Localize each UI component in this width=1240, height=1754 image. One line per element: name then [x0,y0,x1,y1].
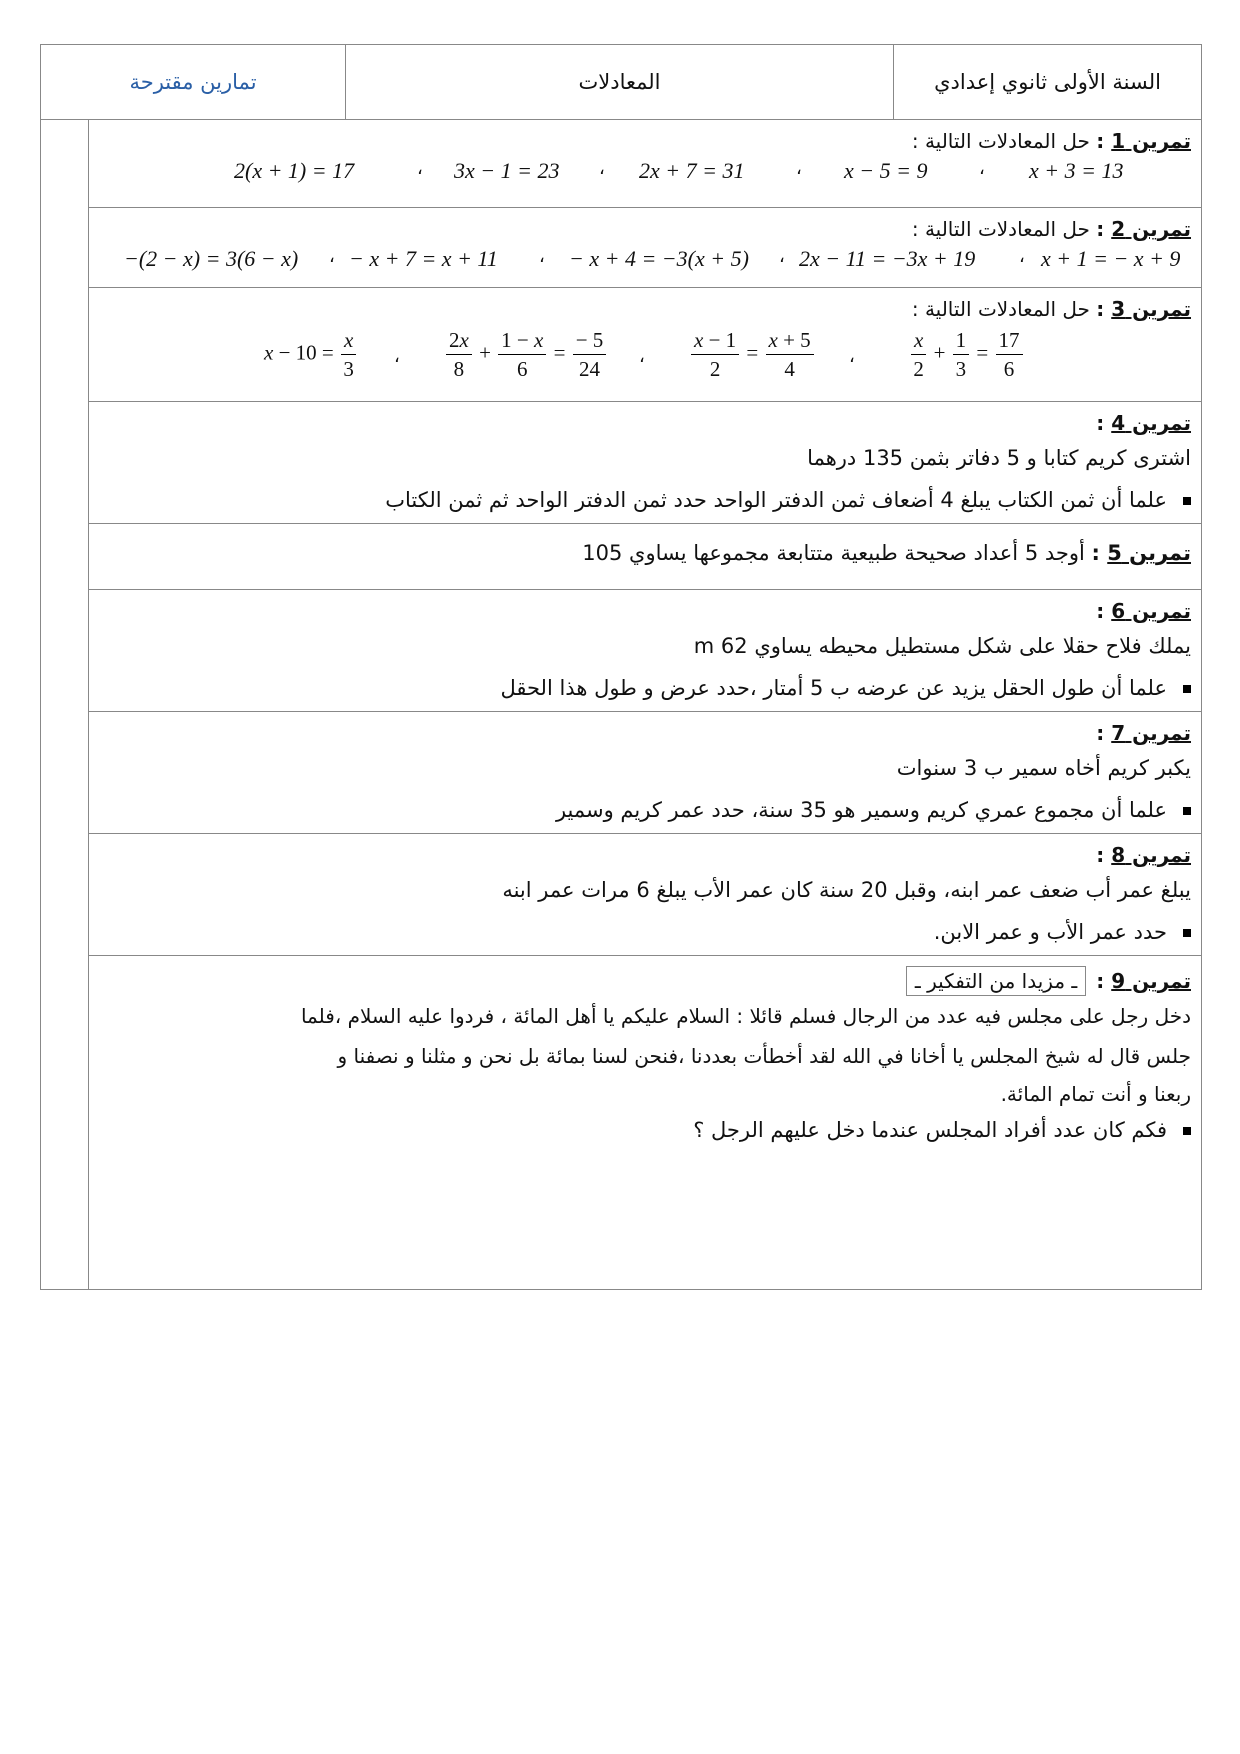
header-topic: المعادلات [345,45,893,119]
bullet-icon [1183,807,1191,815]
exercise-text: أوجد 5 أعداد صحيحة طبيعية متتابعة مجموعها يساوي 105 [582,541,1092,565]
equation: 2(x + 1) = 17 [234,158,355,183]
exercise-text: يملك فلاح حقلا على شكل مستطيل محيطه يساوي 62 m [693,634,1191,658]
exercise-3: تمرين 3 : حل المعادلات التالية : x − 10 = $\frac{x}{3}$ ، $\frac{2x}{8}$ + $\frac{1 - x}{6}$ = $\frac{- 5}{24}$ ، $\frac{x - 1}{2}$ = $\frac{x + 5}{4}$ ، $\frac{x}{2}$ + $\frac{1}{3}$ = $\frac{17}{6}$ [89,288,1201,402]
equations-row: −(2 − x) = 3(6 − x) ، − x + 7 = x + 11 ، − x + 4 = −3(x + 5) ، 2x − 11 = −3x + 19 ، x + 1 = − x + 9 [124,246,1181,271]
exercise-1: تمرين 1 : حل المعادلات التالية : 2(x + 1) = 17 ، 3x − 1 = 23 ، 2x + 7 = 31 ، x − 5 = 9 ، x + 3 = 13 [89,120,1201,208]
exercise-question: علما أن مجموع عمري كريم وسمير هو 35 سنة، حدد عمر كريم وسمير [555,798,1167,822]
exercise-question: علما أن ثمن الكتاب يبلغ 4 أضعاف ثمن الدفتر الواحد حدد ثمن الدفتر الواحد ثم ثمن الكتاب [385,488,1167,512]
exercise-label: تمرين 8 [1111,843,1191,867]
equation: x − 5 = 9 [844,158,928,183]
exercise-label: تمرين 7 [1111,721,1191,745]
header-type: تمارين مقترحة [129,70,257,94]
exercise-instruction: حل المعادلات التالية : [911,217,1097,241]
header-table [40,44,1202,120]
exercise-label: تمرين 9 [1111,969,1191,993]
exercise-instruction: حل المعادلات التالية : [911,297,1097,321]
exercise-question: حدد عمر الأب و عمر الابن. [933,920,1167,944]
exercise-label: تمرين 2 [1111,217,1191,241]
header-level: السنة الأولى ثانوي إعدادي [893,45,1201,119]
exercise-text: جلس قال له شيخ المجلس يا أخانا في الله لقد أخطأت بعددنا ،فنحن لسنا بمائة بل نحن و مثلنا و نصفنا و [337,1044,1191,1068]
bullet-icon [1183,929,1191,937]
exercise-6: تمرين 6 : يملك فلاح حقلا على شكل مستطيل محيطه يساوي 62 m علما أن طول الحقل يزيد عن عرضه ب 5 أمتار ،حدد عرض و طول هذا الحقل [89,590,1201,712]
equation-frac-3: $\frac{2x}{8}$ + $\frac{1 - x}{6}$ = $\frac{- 5}{24}$ [444,326,608,383]
exercise-label: تمرين 6 [1111,599,1191,623]
exercise-2: تمرين 2 : حل المعادلات التالية : −(2 − x) = 3(6 − x) ، − x + 7 = x + 11 ، − x + 4 = −3(x + 5) ، 2x − 11 = −3x + 19 ، x + 1 = − x + 9 [89,208,1201,288]
exercise-question: علما أن طول الحقل يزيد عن عرضه ب 5 أمتار ،حدد عرض و طول هذا الحقل [500,676,1167,700]
equation: x + 1 = − x + 9 [1041,246,1181,271]
exercise-label: تمرين 4 [1111,411,1191,435]
equation: −(2 − x) = 3(6 − x) [124,246,299,271]
exercise-text: يبلغ عمر أب ضعف عمر ابنه، وقبل 20 سنة كان عمر الأب يبلغ 6 مرات عمر ابنه [502,878,1191,902]
bonus-tag: ـ مزيدا من التفكير ـ [906,966,1086,996]
equation: 2x − 11 = −3x + 19 [799,246,976,271]
bullet-icon [1183,685,1191,693]
equation: − x + 7 = x + 11 [349,246,498,271]
equation: 2x + 7 = 31 [639,158,745,183]
equations-row: 2(x + 1) = 17 ، 3x − 1 = 23 ، 2x + 7 = 31 ، x − 5 = 9 ، x + 3 = 13 [234,158,1124,183]
exercise-text: ربعنا و أنت تمام المائة. [1000,1082,1191,1106]
equation: − x + 4 = −3(x + 5) [569,246,749,271]
exercise-5: تمرين 5 : أوجد 5 أعداد صحيحة طبيعية متتابعة مجموعها يساوي 105 [89,524,1201,590]
exercise-7: تمرين 7 : يكبر كريم أخاه سمير ب 3 سنوات علما أن مجموع عمري كريم وسمير هو 35 سنة، حدد عمر كريم وسمير [89,712,1201,834]
exercise-label: تمرين 1 [1111,129,1191,153]
exercise-text: اشترى كريم كتابا و 5 دفاتر بثمن 135 درهما [807,446,1191,470]
fraction-equations-row: x − 10 = $\frac{x}{3}$ ، $\frac{2x}{8}$ + $\frac{1 - x}{6}$ = $\frac{- 5}{24}$ ، $\frac{x - 1}{2}$ = $\frac{x + 5}{4}$ ، $\frac{x}{2}$ + $\frac{1}{3}$ = $\frac{17}{6}$ [99,322,1191,398]
exercise-label: تمرين 3 [1111,297,1191,321]
equation: x + 3 = 13 [1029,158,1124,183]
bullet-icon [1183,1127,1191,1135]
equation-frac-2: $\frac{x - 1}{2}$ = $\frac{x + 5}{4}$ [689,326,816,383]
margin-column [41,120,89,1289]
exercise-text: يكبر كريم أخاه سمير ب 3 سنوات [896,756,1191,780]
exercise-8: تمرين 8 : يبلغ عمر أب ضعف عمر ابنه، وقبل 20 سنة كان عمر الأب يبلغ 6 مرات عمر ابنه حدد عمر الأب و عمر الابن. [89,834,1201,956]
equation-frac-1: $\frac{x}{2}$ + $\frac{1}{3}$ = $\frac{17}{6}$ [909,326,1025,383]
exercise-question: فكم كان عدد أفراد المجلس عندما دخل عليهم الرجل ؟ [693,1118,1167,1142]
exercise-9: تمرين 9 :ـ مزيدا من التفكير ـ دخل رجل على مجلس فيه عدد من الرجال فسلم قائلا : السلام عليكم يا أهل المائة ، فردوا عليه السلام ،فلما جلس قال له شيخ المجلس يا أخانا في الله لقد أخطأت بعددنا ،فنحن لسنا بمائة بل نحن و مثلنا و نصفنا و ربعنا و أنت تمام المائة. فكم كان عدد أفراد المجلس عندما دخل عليهم الرجل ؟ [89,956,1201,1170]
exercise-4: تمرين 4 : اشترى كريم كتابا و 5 دفاتر بثمن 135 درهما علما أن ثمن الكتاب يبلغ 4 أضعاف ثمن الدفتر الواحد حدد ثمن الدفتر الواحد ثم ثمن الكتاب [89,402,1201,524]
exercise-text: دخل رجل على مجلس فيه عدد من الرجال فسلم قائلا : السلام عليكم يا أهل المائة ، فردوا عليه السلام ،فلما [300,1004,1191,1028]
equation: 3x − 1 = 23 [454,158,560,183]
exercise-label: تمرين 5 [1107,541,1191,565]
exercises-table [40,120,1202,1290]
exercise-instruction: حل المعادلات التالية : [911,129,1097,153]
bullet-icon [1183,497,1191,505]
equation-frac-4: x − 10 = $\frac{x}{3}$ [264,326,358,383]
